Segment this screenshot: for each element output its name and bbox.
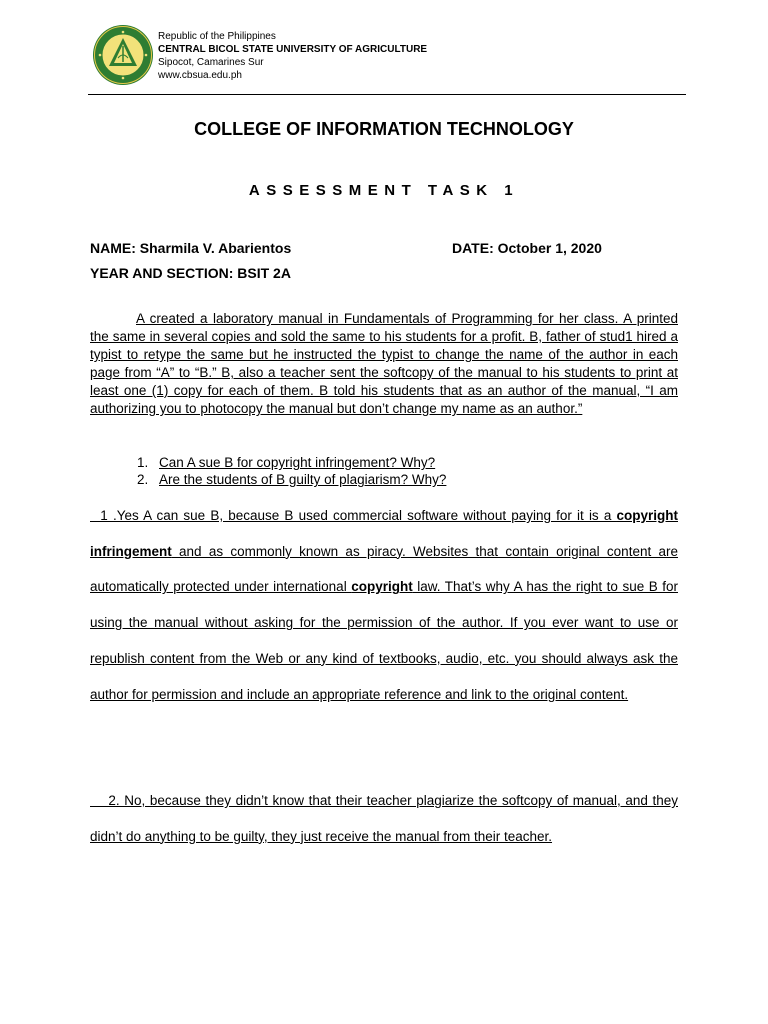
question-1 xyxy=(137,454,435,472)
answer-1-text-c: law. That’s why A has the right to sue B for using the manual without asking for the permission of the author. If you ever want to use or republish content from the Web or any kind of textbooks, audio, etc. you should always ask the author for permission and include an appropriate reference and link to the original content. xyxy=(90,579,678,702)
question-1-text: Can A sue B for copyright infringement? Why? xyxy=(159,455,436,470)
header-university: CENTRAL BICOL STATE UNIVERSITY OF AGRICULTURE xyxy=(158,44,428,55)
header-divider xyxy=(88,94,686,95)
question-2-number: 2. xyxy=(137,472,149,487)
header-location: Sipocot, Camarines Sur xyxy=(158,57,264,68)
answer-1-bold-phrase: copyright infringement xyxy=(90,508,678,559)
answer-2: 2. No, because they didn’t know that their teacher plagiarize the softcopy of manual, and they didn’t do anything to be guilty, they just receive the manual from their teacher. xyxy=(90,793,678,844)
task-title: ASSESSMENT TASK 1 xyxy=(248,182,520,199)
answer-1-text-a: 1 .Yes A can sue B, because B used commercial software without paying for it is a xyxy=(90,508,617,523)
header-republic: Republic of the Philippines xyxy=(158,31,276,42)
date-field: DATE: October 1, 2020 xyxy=(452,240,602,256)
college-title: COLLEGE OF INFORMATION TECHNOLOGY xyxy=(194,119,574,139)
header-website: www.cbsua.edu.ph xyxy=(158,70,242,81)
question-2-text: Are the students of B guilty of plagiarism? Why? xyxy=(159,472,447,487)
question-1-number: 1. xyxy=(137,455,149,470)
scenario-paragraph: A created a laboratory manual in Fundamentals of Programming for her class. A printed the same in several copies and sold the same to his students for a profit. B, father of stud1 hired a typist to retype the same but he instructed the typist to change the name of the author in each page from “A” to “B.” B, also a teacher sent the softcopy of the manual to his students to print at least one (1) copy for each of them. B told his students that as an author of the manual, “I am authorizing you to photocopy the manual but don’t change my name as an author.” xyxy=(90,311,678,416)
question-2 xyxy=(137,471,446,489)
name-field: NAME: Sharmila V. Abarientos xyxy=(90,240,292,256)
answer-1-bold-word: copyright xyxy=(351,579,413,595)
answer-1-text-b: and as commonly known as piracy. Websites that contain original content are automatically protected under international xyxy=(90,543,678,595)
answer-1 xyxy=(90,498,678,712)
year-section-field: YEAR AND SECTION: BSIT 2A xyxy=(90,265,291,281)
university-seal-logo xyxy=(92,24,154,86)
